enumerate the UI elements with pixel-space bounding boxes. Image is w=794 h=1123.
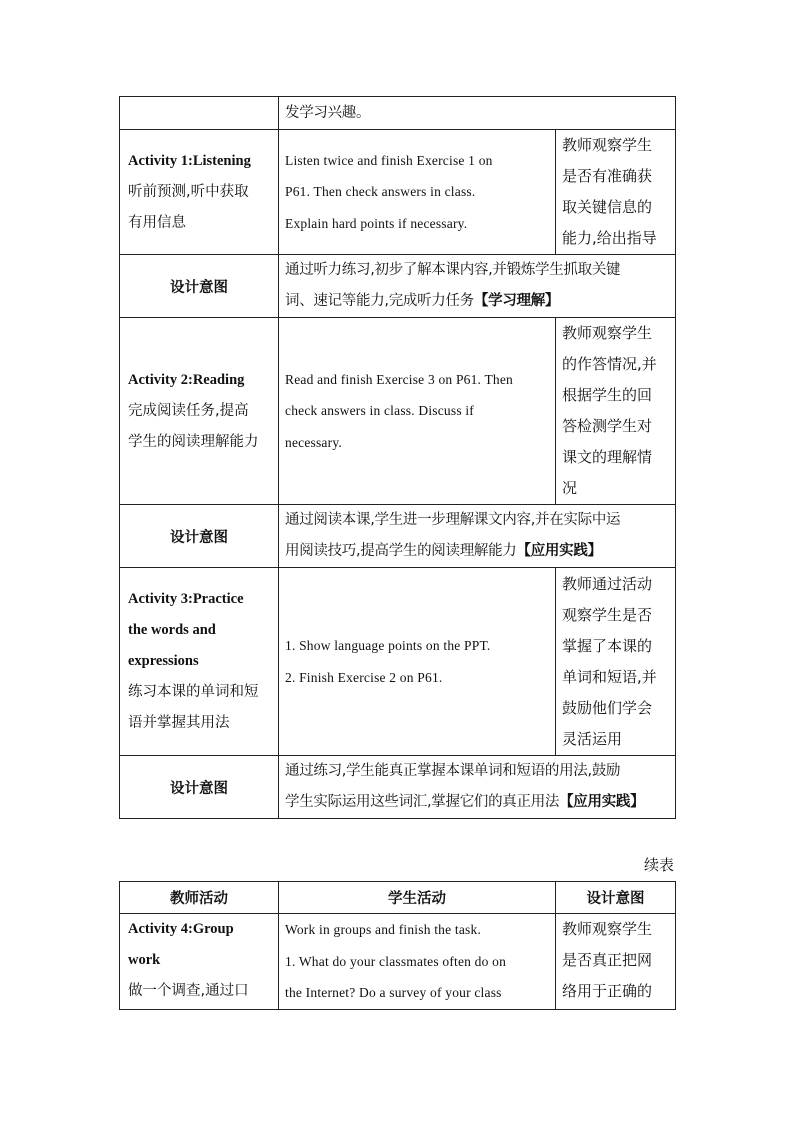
- text-line: 是否有准确获: [562, 167, 653, 185]
- table-row: [120, 97, 676, 130]
- activity-desc: 完成阅读任务,提高: [128, 402, 249, 419]
- text-line: 2. Finish Exercise 2 on P61.: [285, 669, 443, 685]
- activity-title: work: [128, 952, 161, 968]
- activity-title: Activity 2:Reading: [128, 371, 245, 388]
- category-tag: 【学习理解】: [473, 293, 560, 309]
- activity-cell: [120, 914, 279, 1010]
- observation-cell: [556, 130, 676, 255]
- continued-label: 续表: [643, 856, 674, 874]
- activity-desc: 语并掌握其用法: [128, 715, 230, 731]
- text-line: 灵活运用: [562, 729, 623, 748]
- text-line: 通过练习,学生能真正掌握本课单词和短语的用法,鼓励: [285, 763, 621, 779]
- activity-desc: 做一个调查,通过口: [128, 983, 249, 999]
- design-intent-label: 设计意图: [120, 255, 279, 318]
- text-line: 取关键信息的: [562, 198, 653, 216]
- text-line: necessary.: [285, 434, 342, 450]
- activity-desc: 有用信息: [128, 214, 186, 231]
- table-row: [120, 505, 676, 568]
- activity-desc: 学生的阅读理解能力: [128, 433, 259, 450]
- text-line: Read and finish Exercise 3 on P61. Then: [285, 371, 514, 387]
- activity-desc: 听前预测,听中获取: [128, 183, 249, 200]
- observation-cell: [556, 914, 676, 1010]
- text-line: 鼓励他们学会: [562, 698, 653, 717]
- text-line: check answers in class. Discuss if: [285, 403, 475, 419]
- observation-cell: [556, 568, 676, 756]
- category-tag: 【应用实践】: [559, 794, 645, 810]
- student-activity-cell: [279, 568, 556, 756]
- text-line: 的作答情况,并: [562, 355, 657, 373]
- text-line: 通过听力练习,初步了解本课内容,并锻炼学生抓取关键: [285, 262, 621, 278]
- lesson-plan-table-continued: [119, 881, 676, 1010]
- observation-cell: [556, 318, 676, 505]
- text-line: 课文的理解情: [562, 448, 653, 466]
- table-row: [120, 255, 676, 318]
- table-row: [120, 756, 676, 819]
- text-line: 1. Show language points on the PPT.: [285, 638, 491, 653]
- activity-title: expressions: [128, 653, 199, 669]
- table-row: [120, 568, 676, 756]
- student-activity-cell: [279, 318, 556, 505]
- text-line: 用阅读技巧,提高学生的阅读理解能力: [285, 543, 517, 559]
- design-intent-text: [279, 255, 676, 318]
- text-line: Explain hard points if necessary.: [285, 215, 468, 231]
- text-line: 教师通过活动: [562, 574, 653, 593]
- design-intent-text: [279, 756, 676, 819]
- category-tag: 【应用实践】: [516, 543, 602, 559]
- student-activity-cell: [279, 914, 556, 1010]
- table-header-row: [120, 882, 676, 914]
- text-line: 是否真正把网: [562, 951, 653, 969]
- student-activity-cell: [279, 130, 556, 255]
- text-line: Listen twice and finish Exercise 1 on: [285, 152, 493, 168]
- text-line: 掌握了本课的: [562, 636, 653, 655]
- text-line: Work in groups and finish the task.: [285, 922, 482, 937]
- text-line: the Internet? Do a survey of your class: [285, 985, 502, 1000]
- table-row: [120, 914, 676, 1010]
- text-line: 教师观察学生: [562, 920, 653, 938]
- header-student-activity: 学生活动: [279, 882, 556, 914]
- activity-title: Activity 1:Listening: [128, 152, 251, 169]
- text-line: 答检测学生对: [562, 417, 653, 435]
- activity-title: Activity 4:Group: [128, 921, 234, 937]
- design-intent-label: 设计意图: [120, 505, 279, 568]
- text-line: 1. What do your classmates often do on: [285, 953, 507, 969]
- text-line: 学生实际运用这些词汇,掌握它们的真正用法: [285, 794, 560, 810]
- table-row: [120, 318, 676, 505]
- text-line: 词、速记等能力,完成听力任务: [285, 293, 474, 309]
- design-intent-label: 设计意图: [120, 756, 279, 819]
- text-line: 观察学生是否: [562, 605, 653, 624]
- text-line: 况: [562, 479, 578, 497]
- activity-cell: [120, 318, 279, 505]
- text-line: 通过阅读本课,学生进一步理解课文内容,并在实际中运: [285, 512, 621, 528]
- text-line: 教师观察学生: [562, 324, 653, 342]
- text-line: 络用于正确的: [562, 982, 653, 1000]
- text-line: 能力,给出指导: [562, 229, 657, 247]
- header-design-intent: 设计意图: [556, 882, 676, 914]
- text-line: 单词和短语,并: [562, 667, 657, 686]
- header-teacher-activity: 教师活动: [120, 882, 279, 914]
- text-line: 教师观察学生: [562, 136, 653, 154]
- empty-cell: [120, 97, 279, 130]
- continued-text: [279, 97, 676, 130]
- text-line: 发学习兴趣。: [285, 104, 371, 121]
- design-intent-text: [279, 505, 676, 568]
- lesson-plan-table: [119, 96, 676, 819]
- activity-title: the words and: [128, 622, 216, 638]
- text-line: P61. Then check answers in class.: [285, 184, 476, 200]
- activity-title: Activity 3:Practice: [128, 591, 244, 607]
- activity-desc: 练习本课的单词和短: [128, 684, 259, 700]
- activity-cell: [120, 568, 279, 756]
- text-line: 根据学生的回: [562, 386, 653, 404]
- table-row: [120, 130, 676, 255]
- activity-cell: [120, 130, 279, 255]
